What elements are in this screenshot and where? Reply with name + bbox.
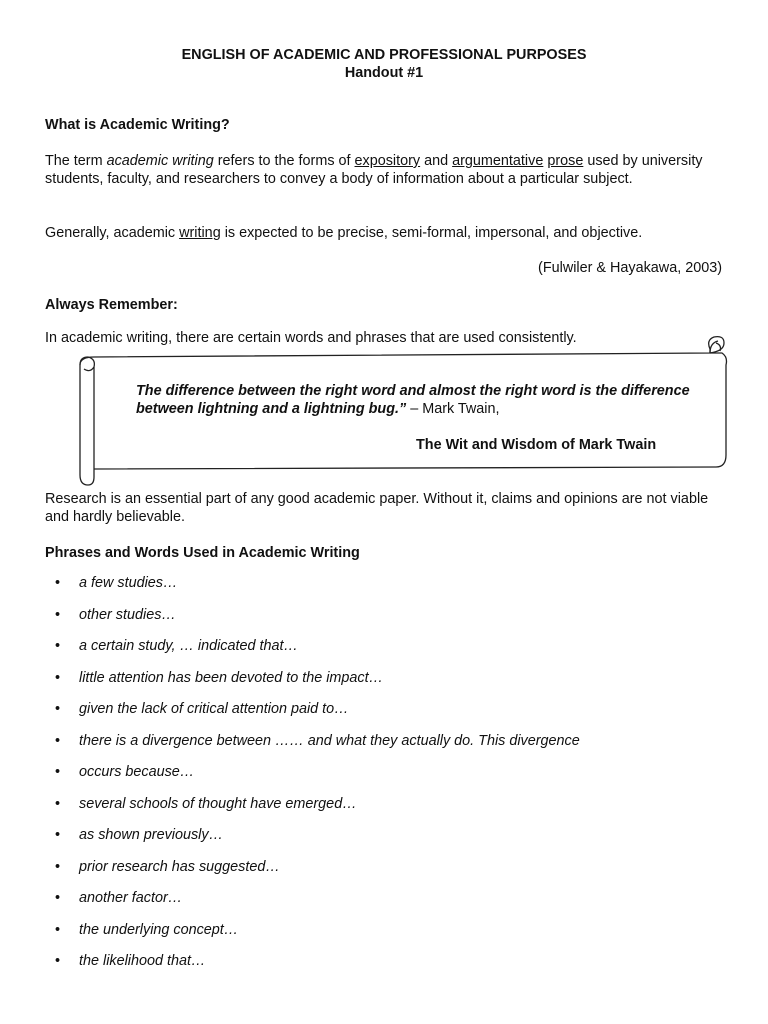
list-item: [45, 669, 580, 701]
text-run: and: [420, 153, 453, 169]
bullet-icon: •: [55, 890, 61, 906]
citation: (Fulwiler & Hayakawa, 2003): [538, 260, 722, 276]
bullet-icon: •: [55, 732, 61, 749]
bullet-icon: •: [55, 858, 61, 875]
research-paragraph: Research is an essential part of any good academic paper. Without it, claims and opinions are not viable and hardly believable.: [45, 491, 709, 525]
document-title: ENGLISH OF ACADEMIC AND PROFESSIONAL PURPOSES: [181, 47, 587, 63]
term-prose: prose: [547, 153, 584, 169]
phrase-text: given the lack of critical attention paid to…: [79, 701, 349, 717]
bullet-icon: •: [55, 827, 61, 843]
bullet-icon: •: [55, 638, 61, 654]
list-item: [45, 732, 580, 764]
phrase-text: occurs because…: [79, 764, 195, 780]
section-heading-phrases: Phrases and Words Used in Academic Writing: [45, 545, 360, 561]
phrase-text: the likelihood that…: [79, 953, 206, 969]
phrase-text: prior research has suggested…: [79, 858, 280, 875]
section-heading-academic-writing: What is Academic Writing?: [45, 117, 230, 133]
list-item: [45, 858, 580, 890]
list-item: [45, 921, 580, 953]
phrase-text: the underlying concept…: [79, 921, 239, 938]
phrase-text: several schools of thought have emerged…: [79, 795, 357, 812]
text-run: The term: [45, 153, 107, 169]
text-run: used by university students, faculty, and researchers to convey a body of information about a particular subject.: [45, 153, 703, 187]
list-item: [45, 700, 580, 732]
bullet-icon: •: [55, 606, 61, 623]
list-item: [45, 795, 580, 827]
list-item: [45, 606, 580, 638]
text-run: refers to the forms of: [213, 153, 355, 169]
phrase-text: other studies…: [79, 606, 176, 623]
section-heading-always-remember: Always Remember:: [45, 297, 178, 313]
phrase-text: another factor…: [79, 890, 183, 906]
document-subtitle: Handout #1: [344, 65, 424, 81]
intro-paragraph: In academic writing, there are certain words and phrases that are used consistently.: [45, 330, 577, 346]
bullet-icon: •: [55, 764, 61, 780]
list-item: [45, 889, 580, 921]
bullet-icon: •: [55, 701, 61, 717]
phrase-text: a few studies…: [79, 575, 178, 591]
bullet-icon: •: [55, 921, 61, 938]
term-expository: expository: [354, 153, 421, 169]
list-item: [45, 826, 580, 858]
bullet-icon: •: [55, 795, 61, 812]
text-run: is expected to be precise, semi-formal, impersonal, and objective.: [220, 225, 643, 241]
quote-text: The difference between the right word and almost the right word is the difference between lightning and a lightning bug.”: [136, 383, 690, 417]
term-writing: writing: [179, 225, 221, 241]
term-academic-writing: academic writing: [106, 153, 214, 169]
phrase-text: there is a divergence between …… and what they actually do. This divergence: [79, 732, 580, 749]
term-argumentative: argumentative: [452, 153, 544, 169]
phrase-text: a certain study, … indicated that…: [79, 638, 298, 654]
phrase-text: little attention has been devoted to the impact…: [79, 669, 383, 686]
expectation-paragraph: [45, 224, 715, 242]
phrase-text: as shown previously…: [79, 827, 223, 843]
bullet-icon: •: [55, 575, 61, 591]
list-item: [45, 952, 580, 984]
definition-paragraph: [45, 152, 715, 188]
quote-attribution: – Mark Twain,: [406, 401, 500, 417]
document-header: [0, 46, 768, 82]
phrase-list: [45, 574, 580, 984]
bullet-icon: •: [55, 953, 61, 969]
list-item: [45, 574, 580, 606]
mark-twain-quote: [136, 382, 736, 418]
list-item: [45, 637, 580, 669]
bullet-icon: •: [55, 669, 61, 686]
list-item: [45, 763, 580, 795]
quote-source: The Wit and Wisdom of Mark Twain: [416, 437, 657, 453]
text-run: Generally, academic: [45, 225, 180, 241]
